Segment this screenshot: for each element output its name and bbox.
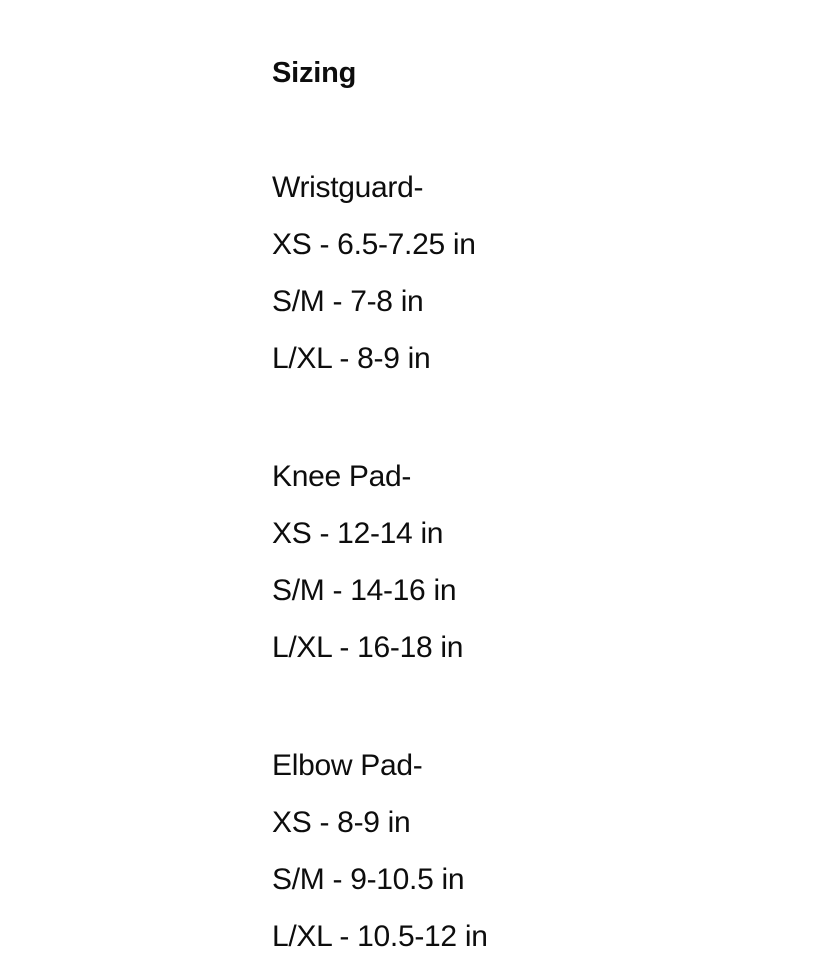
section-heading: Elbow Pad- [272, 748, 423, 782]
size-line: S/M - 7-8 in [272, 284, 424, 318]
size-line: L/XL - 8-9 in [272, 341, 431, 375]
section-heading: Knee Pad- [272, 459, 412, 493]
size-line: XS - 6.5-7.25 in [272, 227, 476, 261]
section-elbow-pad [272, 737, 782, 965]
size-line: L/XL - 10.5-12 in [272, 919, 488, 953]
section-heading: Wristguard- [272, 170, 424, 204]
size-line: XS - 8-9 in [272, 805, 411, 839]
section-knee-pad [272, 448, 782, 676]
size-line: XS - 12-14 in [272, 516, 444, 550]
section-wristguard [272, 159, 782, 387]
size-line: S/M - 9-10.5 in [272, 862, 465, 896]
size-line: L/XL - 16-18 in [272, 630, 464, 664]
size-line: S/M - 14-16 in [272, 573, 457, 607]
page-title: Sizing [272, 57, 357, 89]
